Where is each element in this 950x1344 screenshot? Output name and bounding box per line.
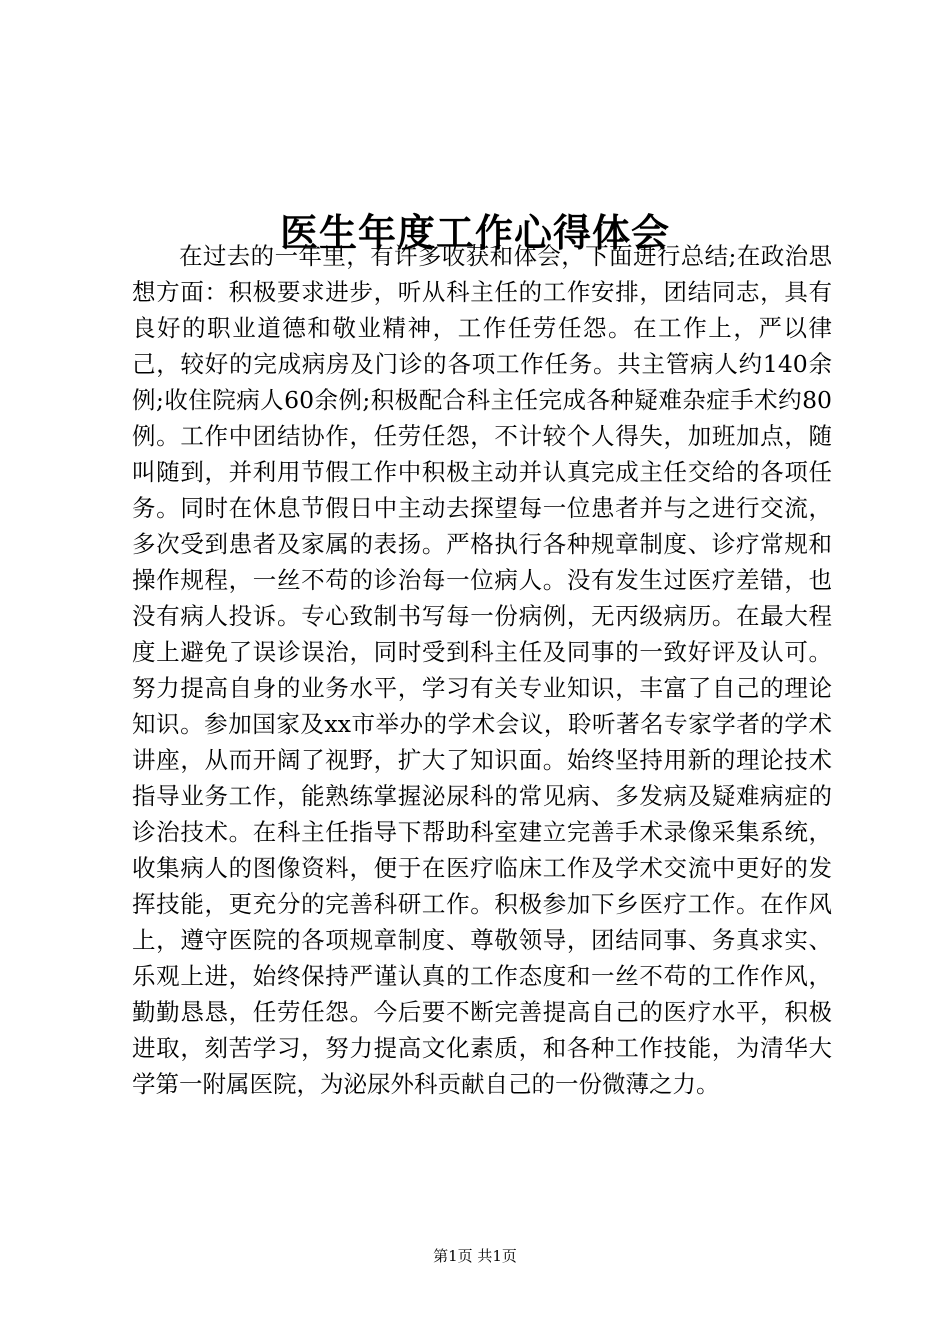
page-footer: 第1页 共1页 <box>433 1247 517 1265</box>
document-body: 在过去的一年里，有许多收获和体会，下面进行总结;在政治思想方面：积极要求进步，听从科主任的工作安排，团结同志，具有良好的职业道德和敬业精神，工作任劳任怨。在工作上，严以律己，较好的完成病房及门诊的各项工作任务。共主管病人约140余例;收住院病人60余例;积极配合科主任完成各种疑难杂症手术约80例。工作中团结协作，任劳任怨，不计较个人得失，加班加点，随叫随到，并利用节假工作中积极主动并认真完成主任交给的各项任务。同时在休息节假日中主动去探望每一位患者并与之进行交流，多次受到患者及家属的表扬。严格执行各种规章制度、诊疗常规和操作规程，一丝不苟的诊治每一位病人。没有发生过医疗差错，也没有病人投诉。专心致制书写每一份病例，无丙级病历。在最大程度上避免了误诊误治，同时受到科主任及同事的一致好评及认可。努力提高自身的业务水平，学习有关专业知识，丰富了自己的理论知识。参加国家及xx市举办的学术会议，聆听著名专家学者的学术讲座，从而开阔了视野，扩大了知识面。始终坚持用新的理论技术指导业务工作，能熟练掌握泌尿科的常见病、多发病及疑难病症的诊治技术。在科主任指导下帮助科室建立完善手术录像采集系统，收集病人的图像资料，便于在医疗临床工作及学术交流中更好的发挥技能，更充分的完善科研工作。积极参加下乡医疗工作。在作风上，遵守医院的各项规章制度、尊敬领导，团结同事、务真求实、乐观上进，始终保持严谨认真的工作态度和一丝不苟的工作作风，勤勤恳恳，任劳任怨。今后要不断完善提高自己的医疗水平，积极进取，刻苦学习，努力提高文化素质，和各种工作技能，为清华大学第一附属医院，为泌尿外科贡献自己的一份微薄之力。 <box>132 242 832 1098</box>
document-title: 医生年度工作心得体会 <box>279 210 670 256</box>
